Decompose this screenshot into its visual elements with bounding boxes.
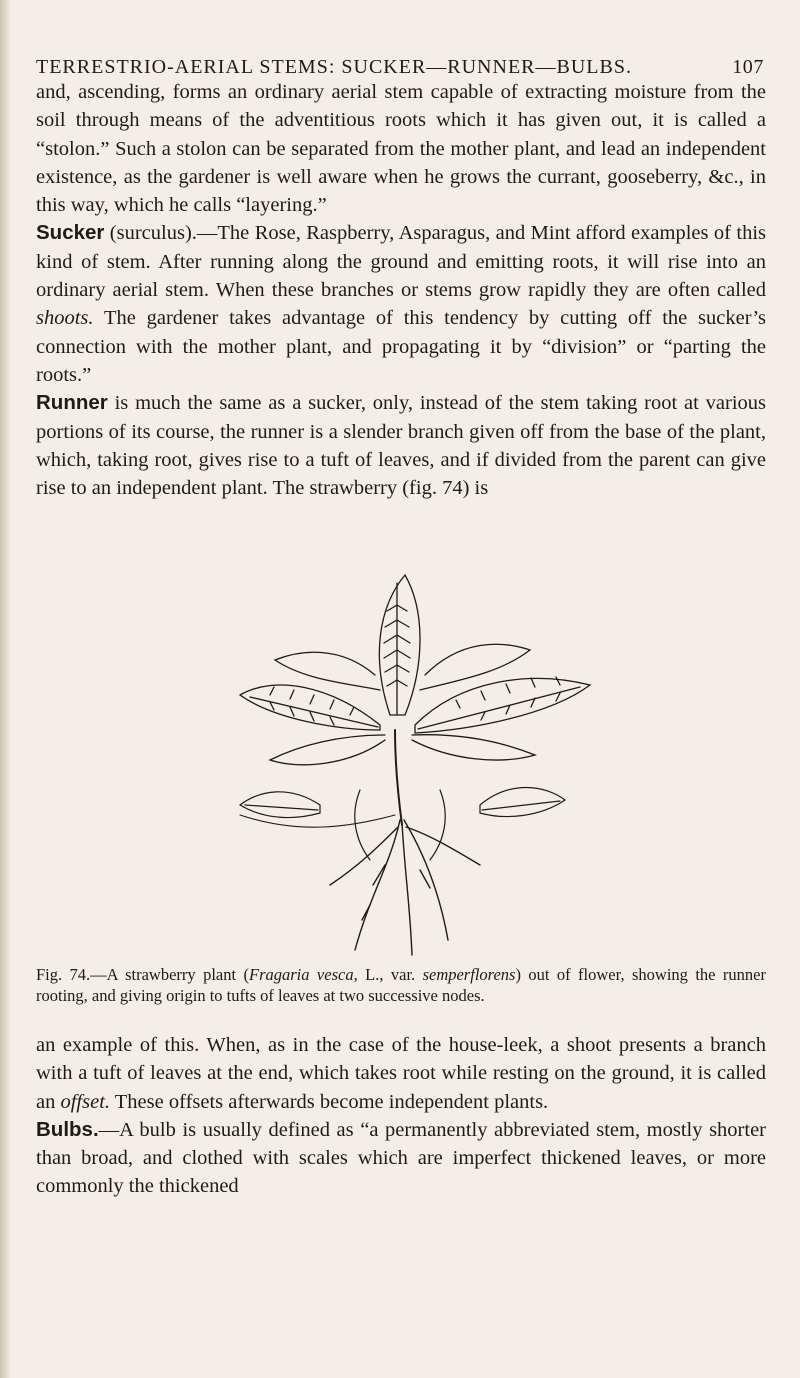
stolon-text: and, ascending, forms an ordinary aerial stem capable of extracting moisture from the soil through means of the adventitious roots which it has given out, it is called a “stolon.” Such a stolon can be separated from the mother plant, and lead an independent existence, as the gardener is well aware when he grows the currant, gooseberry, &c., in this way, which he calls “layering.” — [36, 81, 766, 217]
running-header-title: TERRESTRIO-AERIAL STEMS: SUCKER—RUNNER—BULBS. — [36, 56, 632, 78]
paragraph-runner — [36, 389, 766, 502]
strawberry-plant-illustration — [180, 565, 650, 960]
text-block-top — [36, 78, 766, 502]
runner-stolon — [240, 815, 395, 827]
bulbs-text: —A bulb is usually defined as “a permanently abbreviated stem, mostly shorter than broad, and clothed with scales which are imperfect thickened leaves, or more commonly the thickened — [36, 1118, 766, 1198]
paragraph-offset — [36, 1031, 766, 1116]
bulbs-term: Bulbs. — [36, 1117, 99, 1141]
sucker-italic: shoots. — [36, 307, 94, 330]
offset-italic: offset. — [60, 1090, 111, 1113]
offset-text-b: These offsets afterwards become independent plants. — [110, 1090, 549, 1113]
central-leaf-tuft — [240, 575, 590, 765]
running-header — [36, 56, 764, 79]
sucker-text-a: (surculus).—The Rose, Raspberry, Asparagus, and Mint afford examples of this kind of stem. After running along the ground and emitting roots, it will rise into an ordinary aerial stem. When these branches or stems grow rapidly they are often called — [36, 222, 766, 302]
caption-mid: , L., var. — [353, 965, 423, 984]
paragraph-sucker — [36, 219, 766, 389]
offset-text-a: an example of this. When, as in the case of the house-leek, a shoot presents a branch with a tuft of leaves at the end, which takes root while resting on the ground, it is called an — [36, 1034, 766, 1113]
caption-lead: Fig. 74.—A strawberry plant ( — [36, 965, 249, 984]
runner-text: is much the same as a sucker, only, instead of the stem taking root at various portions of its course, the runner is a slender branch given off from the base of the plant, which, taking root, gives rise to a tuft of leaves, and if divided from the parent can give rise to an independent plant. The strawberry (fig. 74) is — [36, 392, 766, 500]
page-binding-edge — [0, 0, 10, 1378]
runner-term: Runner — [36, 391, 108, 415]
page-number: 107 — [732, 56, 764, 78]
caption-tail: ) out of flower, showing the runner rooting, and giving origin to tufts of leaves at two successive nodes. — [36, 965, 766, 1005]
sucker-term: Sucker — [36, 221, 105, 245]
crown-stem — [395, 730, 402, 825]
figure-caption — [36, 964, 766, 1006]
paragraph-bulbs — [36, 1116, 766, 1201]
text-block-bottom — [36, 1031, 766, 1201]
root-system — [330, 820, 480, 955]
sucker-text-b: The gardener takes advantage of this tendency by cutting off the sucker’s connection with the mother plant, and propagating it by “division” or “parting the roots.” — [36, 307, 766, 386]
paragraph-stolon — [36, 78, 766, 219]
caption-species: Fragaria vesca — [249, 965, 354, 984]
caption-variety: semperflorens — [422, 965, 516, 984]
